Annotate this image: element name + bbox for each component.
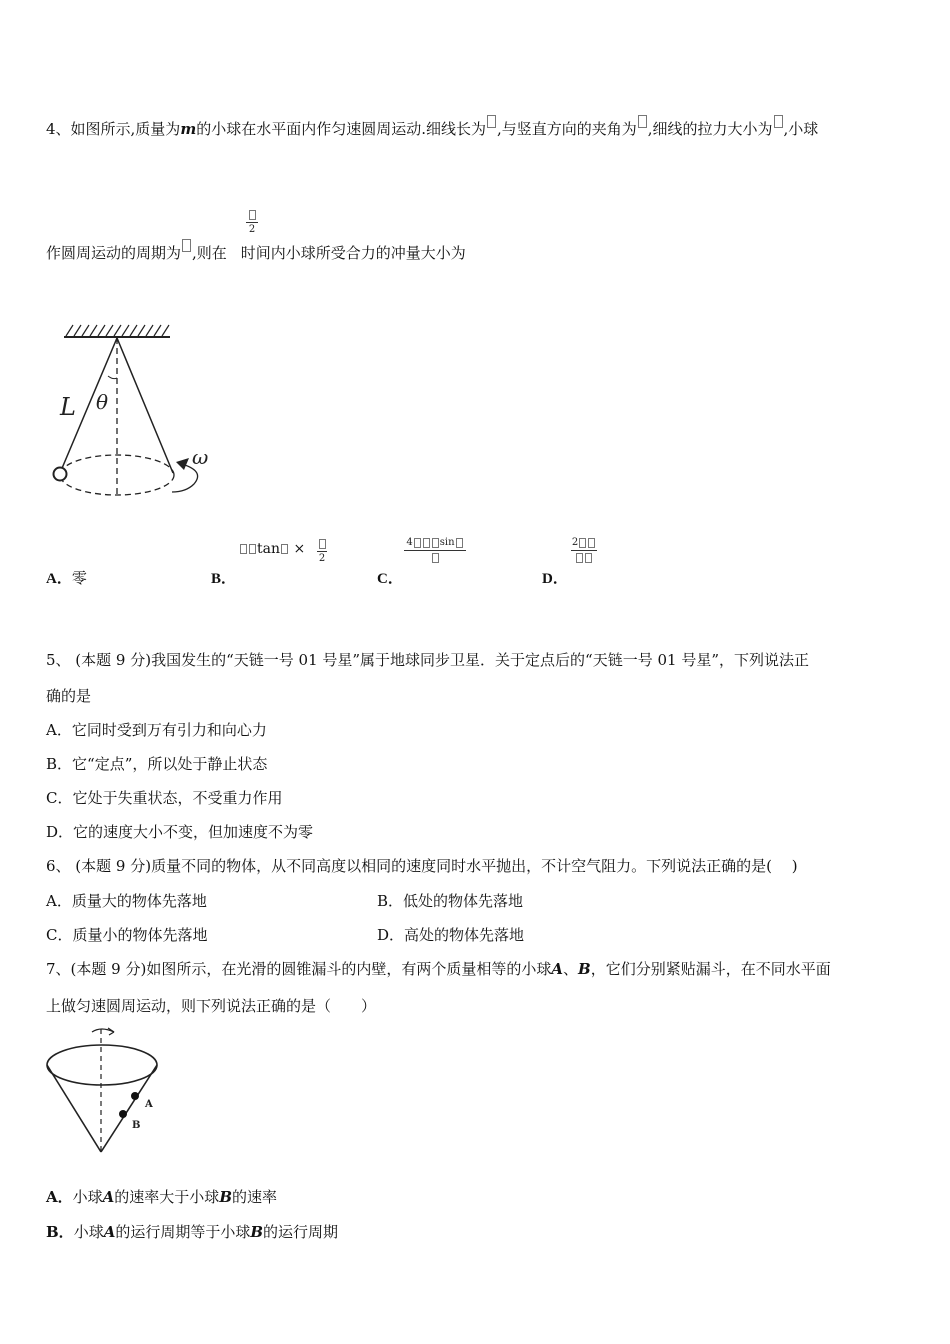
fraction-den: 2 — [318, 553, 326, 564]
spin-arrowhead — [108, 1028, 114, 1035]
q7-var-B: B — [578, 960, 591, 978]
q7-option-b[interactable] — [46, 1222, 338, 1242]
q4-option-b-fraction — [317, 538, 327, 565]
q6-option-d[interactable]: D．高处的物体先落地 — [377, 926, 525, 944]
ceiling-hatch — [66, 325, 169, 336]
q4-text: ,细线的拉力大小为 — [647, 120, 773, 138]
q7-text: 、 — [562, 960, 578, 978]
label-omega: ω — [192, 445, 209, 469]
q4-text: 4、如图所示,质量为 — [46, 120, 181, 138]
q4-option-d-fraction — [571, 537, 597, 564]
q7-var-A: A — [551, 960, 563, 978]
q4-option-b[interactable] — [211, 568, 236, 589]
q5-stem-line-1: 5、 (本题 9 分)我国发生的“天链一号 01 号星”属于地球同步卫星．关于定点后的“天链一号 01 号星”，下列说法正 — [46, 651, 810, 669]
label-theta: θ — [96, 390, 109, 414]
q7-text: ，它们分别紧贴漏斗，在不同水平面 — [590, 960, 831, 978]
missing-glyph-icon — [774, 115, 783, 128]
cone-left-edge — [47, 1065, 101, 1152]
rotation-arrowhead — [176, 458, 189, 470]
q4-fraction-den: 2 — [248, 224, 256, 235]
label-A: A — [145, 1099, 153, 1110]
option-letter: A． — [46, 1188, 73, 1206]
option-text: 的速率大于小球 — [114, 1188, 220, 1206]
option-text: 小球 — [72, 1188, 103, 1206]
q4-option-c-fraction — [404, 537, 466, 564]
q4-text: ,则在 — [192, 244, 227, 262]
q5-option-d[interactable]: D．它的速度大小不变，但加速度不为零 — [46, 823, 314, 841]
option-letter: B． — [211, 571, 237, 587]
missing-glyph-icon — [432, 553, 439, 563]
q4-text: ,小球 — [783, 120, 819, 138]
option-letter: C． — [377, 571, 403, 587]
missing-glyph-icon — [579, 538, 586, 548]
q6-option-b[interactable]: B．低处的物体先落地 — [377, 892, 524, 910]
q4-line-1 — [46, 115, 818, 139]
q6-option-c[interactable]: C．质量小的物体先落地 — [46, 926, 208, 944]
var-A: A — [102, 1188, 115, 1206]
missing-glyph-icon — [414, 538, 421, 548]
option-text: 的运行周期等于小球 — [115, 1223, 251, 1241]
q7-option-a[interactable] — [46, 1187, 277, 1207]
string-right — [117, 338, 173, 473]
q7-stem-line-1 — [46, 959, 831, 979]
missing-glyph-icon — [585, 553, 592, 563]
missing-glyph-icon — [240, 544, 247, 554]
q6-option-a[interactable]: A．质量大的物体先落地 — [46, 892, 207, 910]
missing-glyph-icon — [249, 544, 256, 554]
q7-text: 7、(本题 9 分)如图所示，在光滑的圆锥漏斗的内壁，有两个质量相等的小球 — [46, 960, 552, 978]
option-text: 零 — [71, 569, 87, 587]
formula-tan: tan — [257, 541, 280, 557]
q4-text: 作圆周运动的周期为 — [46, 244, 182, 262]
label-L: L — [60, 393, 76, 421]
q4-option-a[interactable] — [46, 568, 87, 589]
missing-glyph-icon — [588, 538, 595, 548]
missing-glyph-icon — [281, 544, 288, 554]
option-letter: D． — [542, 571, 568, 587]
q4-option-c[interactable] — [377, 568, 403, 589]
formula-times: × — [293, 541, 306, 557]
option-letter: A． — [46, 571, 72, 587]
option-text: 的运行周期 — [263, 1223, 339, 1241]
var-A: A — [103, 1223, 116, 1241]
q5-option-b[interactable]: B．它“定点”，所以处于静止状态 — [46, 755, 268, 773]
option-text: 小球 — [73, 1223, 104, 1241]
missing-glyph-icon — [487, 115, 496, 128]
q4-var-m: m — [180, 120, 197, 138]
angle-arc — [108, 376, 117, 379]
cone-rim — [47, 1045, 157, 1085]
conical-pendulum-figure — [46, 320, 216, 500]
q4-text: ,与竖直方向的夹角为 — [496, 120, 637, 138]
q5-stem-line-2: 确的是 — [46, 687, 92, 705]
var-B: B — [219, 1188, 232, 1206]
ball-b — [119, 1110, 127, 1118]
fraction-num-tail: sin — [439, 537, 455, 548]
q4-option-b-formula — [239, 539, 305, 559]
missing-glyph-icon — [249, 210, 256, 220]
q5-option-c[interactable]: C．它处于失重状态，不受重力作用 — [46, 789, 283, 807]
q7-stem-line-2: 上做匀速圆周运动，则下列说法正确的是（ ） — [46, 997, 377, 1015]
q6-stem: 6、 (本题 9 分)质量不同的物体，从不同高度以相同的速度同时水平抛出，不计空气阻力。下列说法正确的是( ) — [46, 857, 798, 875]
fraction-num-lead: 4 — [406, 537, 413, 548]
missing-glyph-icon — [423, 538, 430, 548]
q4-text: 时间内小球所受合力的冲量大小为 — [240, 244, 466, 262]
option-letter: B． — [46, 1223, 74, 1241]
missing-glyph-icon — [319, 539, 326, 549]
label-B: B — [132, 1120, 141, 1131]
ball — [54, 468, 67, 481]
var-B: B — [250, 1223, 264, 1241]
missing-glyph-icon — [456, 538, 463, 548]
missing-glyph-icon — [638, 115, 647, 128]
missing-glyph-icon — [576, 553, 583, 563]
q5-option-a[interactable]: A．它同时受到万有引力和向心力 — [46, 721, 267, 739]
q4-fraction-t-over-2 — [246, 209, 258, 236]
ball-a — [131, 1092, 139, 1100]
missing-glyph-icon — [432, 538, 439, 548]
option-text: 的速率 — [232, 1188, 278, 1206]
fraction-num-lead: 2 — [571, 537, 579, 548]
q4-option-d[interactable] — [542, 568, 568, 589]
missing-glyph-icon — [182, 239, 191, 252]
q4-line-2 — [46, 239, 466, 263]
cone-funnel-figure — [44, 1025, 174, 1160]
q4-text: 的小球在水平面内作匀速圆周运动.细线长为 — [196, 120, 486, 138]
